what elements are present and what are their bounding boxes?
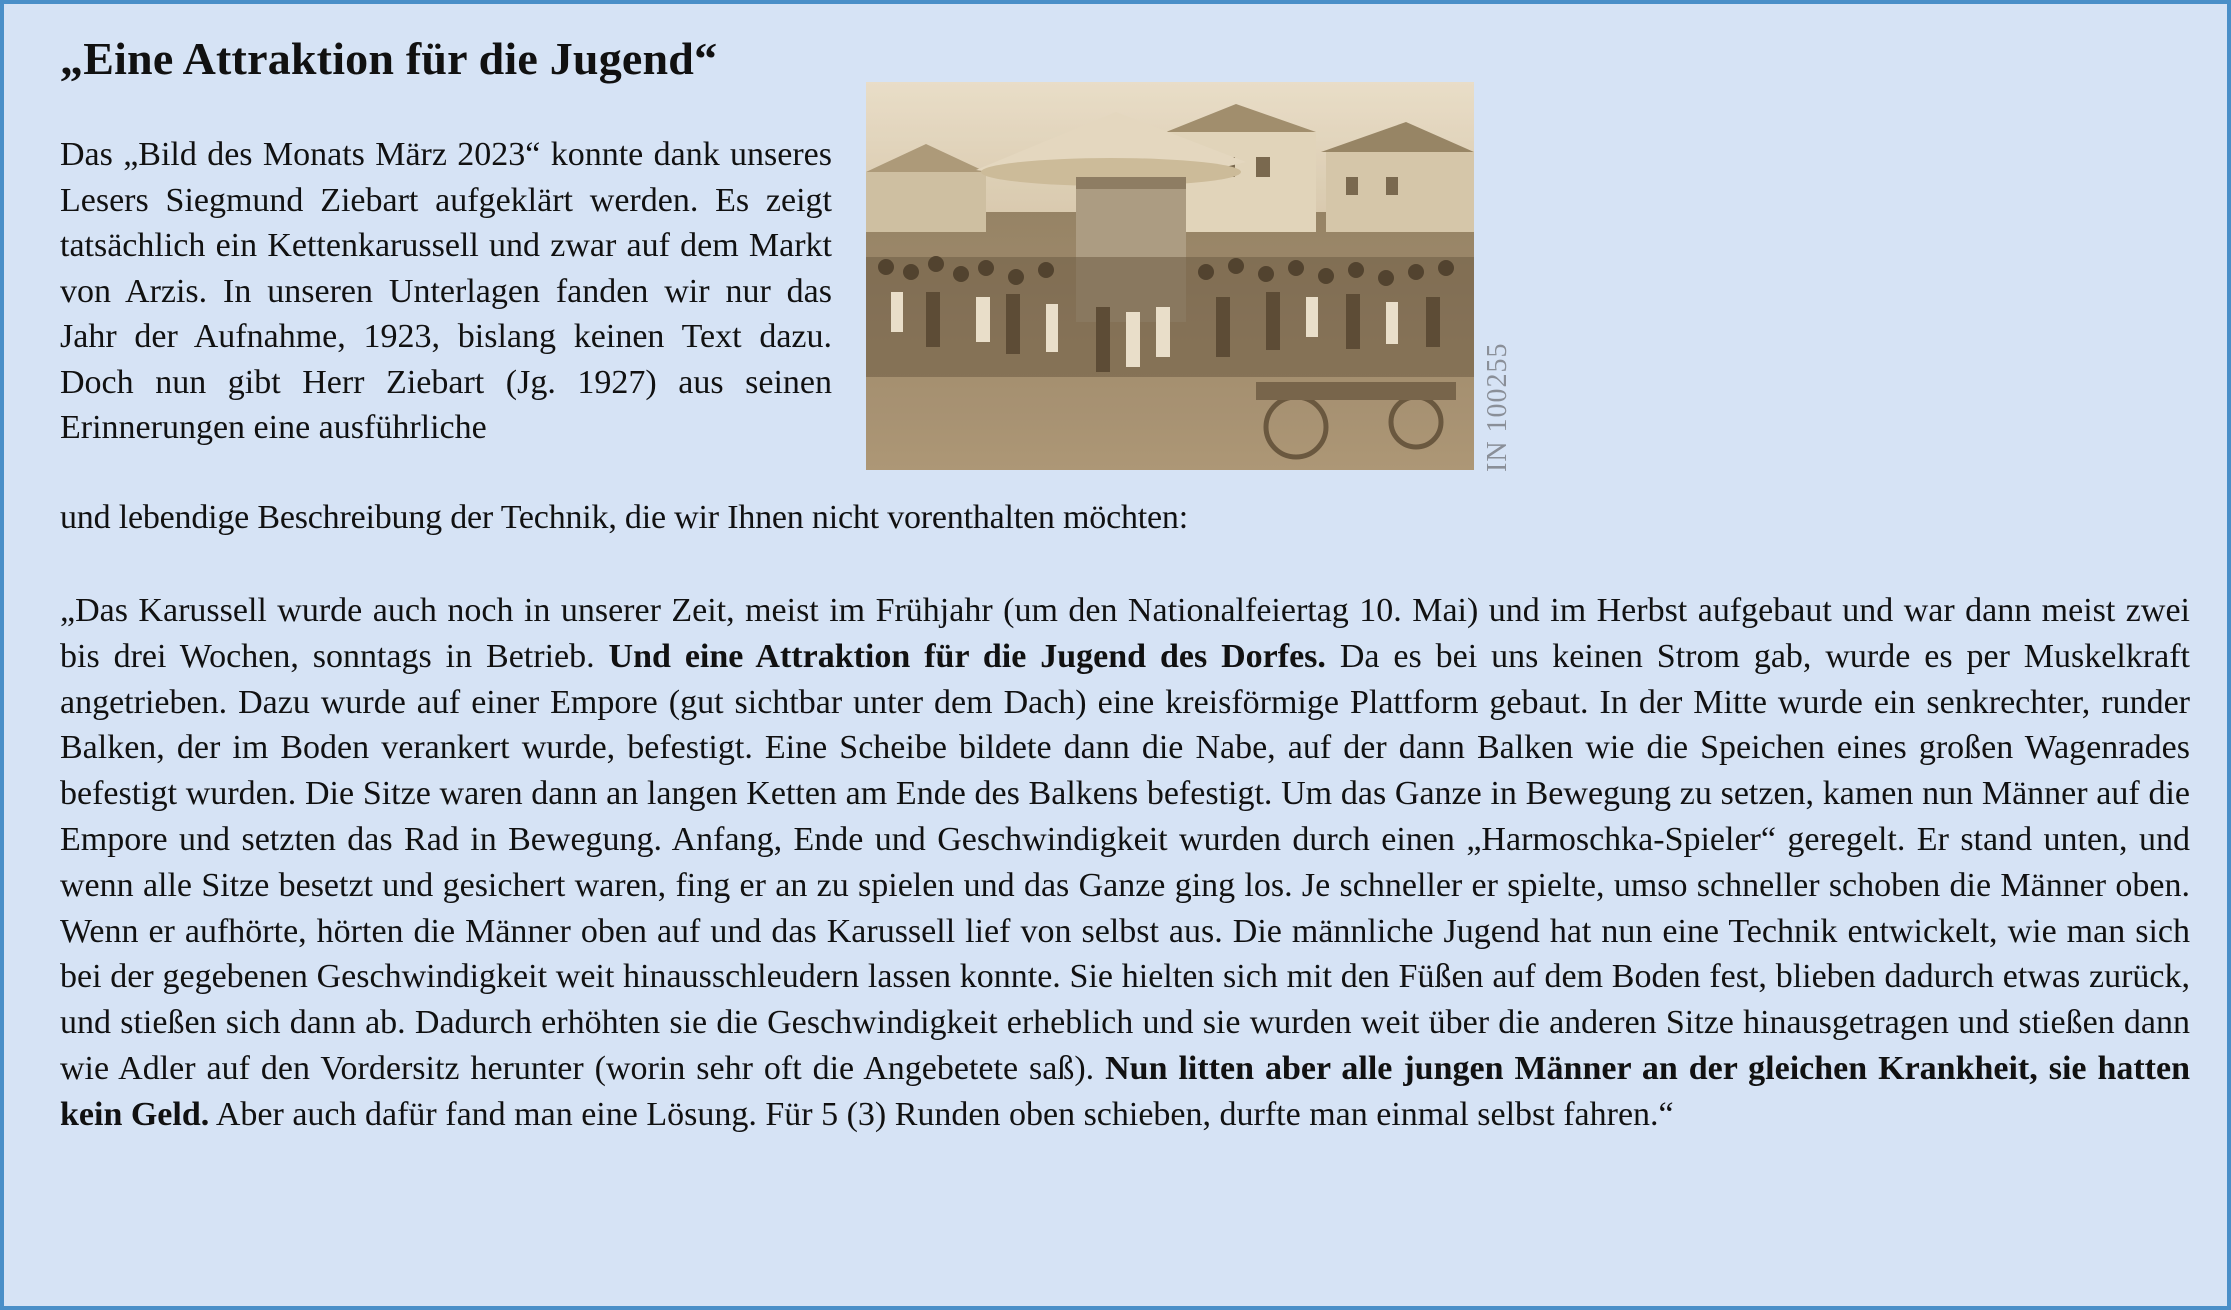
intro-paragraph: Das „Bild des Monats März 2023“ konnte dank unseres Lesers Siegmund Ziebart aufgeklärt werden. Es zeigt tatsächlich ein Kettenkarussell und zwar auf dem Markt von Arzis. In unseren Unterlagen fanden wir nur das Jahr der Aufnahme, 1923, bislang keinen Text dazu. Doch nun gibt Herr Ziebart (Jg. 1927) aus seinen Erinnerungen eine ausführliche xyxy=(60,136,832,446)
body-bold-1: Und eine Attraktion für die Jugend des Dorfes. xyxy=(608,637,1326,675)
body-bold-2: Nun litten aber alle jungen Männer an der gleichen Krankheit, sie hatten kein Geld. xyxy=(60,1049,2190,1133)
article-body xyxy=(60,588,2190,1138)
carousel-photo-image xyxy=(866,82,1474,470)
body-text-2: Da es bei uns keinen Strom gab, wurde es per Muskelkraft angetrieben. Dazu wurde auf einer Empore (gut sichtbar unter dem Dach) eine kreisförmige Plattform gebaut. In der Mitte wurde ein senkrechter, runder Balken, der im Boden verankert wurde, befestigt. Eine Scheibe bildete dann die Nabe, auf der dann Balken wie die Speichen eines großen Wagenrades befestigt wurden. Die Sitze waren dann an langen Ketten am Ende des Balkens befestigt. Um das Ganze in Bewegung zu setzen, kamen nun Männer auf die Empore und setzten das Rad in Bewegung. Anfang, Ende und Geschwindigkeit wurden durch einen „Harmoschka-Spieler“ geregelt. Er stand unten, und wenn alle Sitze besetzt und gesichert waren, fing er an zu spielen und das Ganze ging los. Je schneller er spielte, umso schneller schoben die Männer oben. Wenn er aufhörte, hörten die Männer oben auf und das Karussell lief von selbst aus. Die männliche Jugend hat nun eine Technik entwickelt, wie man sich bei der gegebenen Geschwindigkeit weit hinausschleudern lassen konnte. Sie hielten sich mit den Füßen auf dem Boden fest, blieben dadurch etwas zurück, und stießen sich dann ab. Dadurch erhöhten sie die Geschwindigkeit erheblich und sie wurden weit über die anderen Sitze hinausgetragen und stießen dann wie Adler auf den Vordersitz herunter (worin sehr oft die Angebetete saß). xyxy=(60,637,2190,1087)
photo-inventory-number: IN 100255 xyxy=(1482,342,1513,472)
historic-photo xyxy=(866,82,1474,470)
body-text-1: „Das Karussell wurde auch noch in unserer Zeit, meist im Frühjahr (um den Nationalfeiertag 10. Mai) und im Herbst aufgebaut und war dann meist zwei bis drei Wochen, sonntags in Betrieb. xyxy=(60,592,2190,675)
article-title: „Eine Attraktion für die Jugend“ xyxy=(60,33,718,84)
body-text-3: Aber auch dafür fand man eine Lösung. Für 5 (3) Runden oben schieben, durfte man einmal selbst fahren.“ xyxy=(209,1095,1674,1133)
intro-last-line: und lebendige Beschreibung der Technik, die wir Ihnen nicht vorenthalten möchten: xyxy=(60,499,1188,536)
